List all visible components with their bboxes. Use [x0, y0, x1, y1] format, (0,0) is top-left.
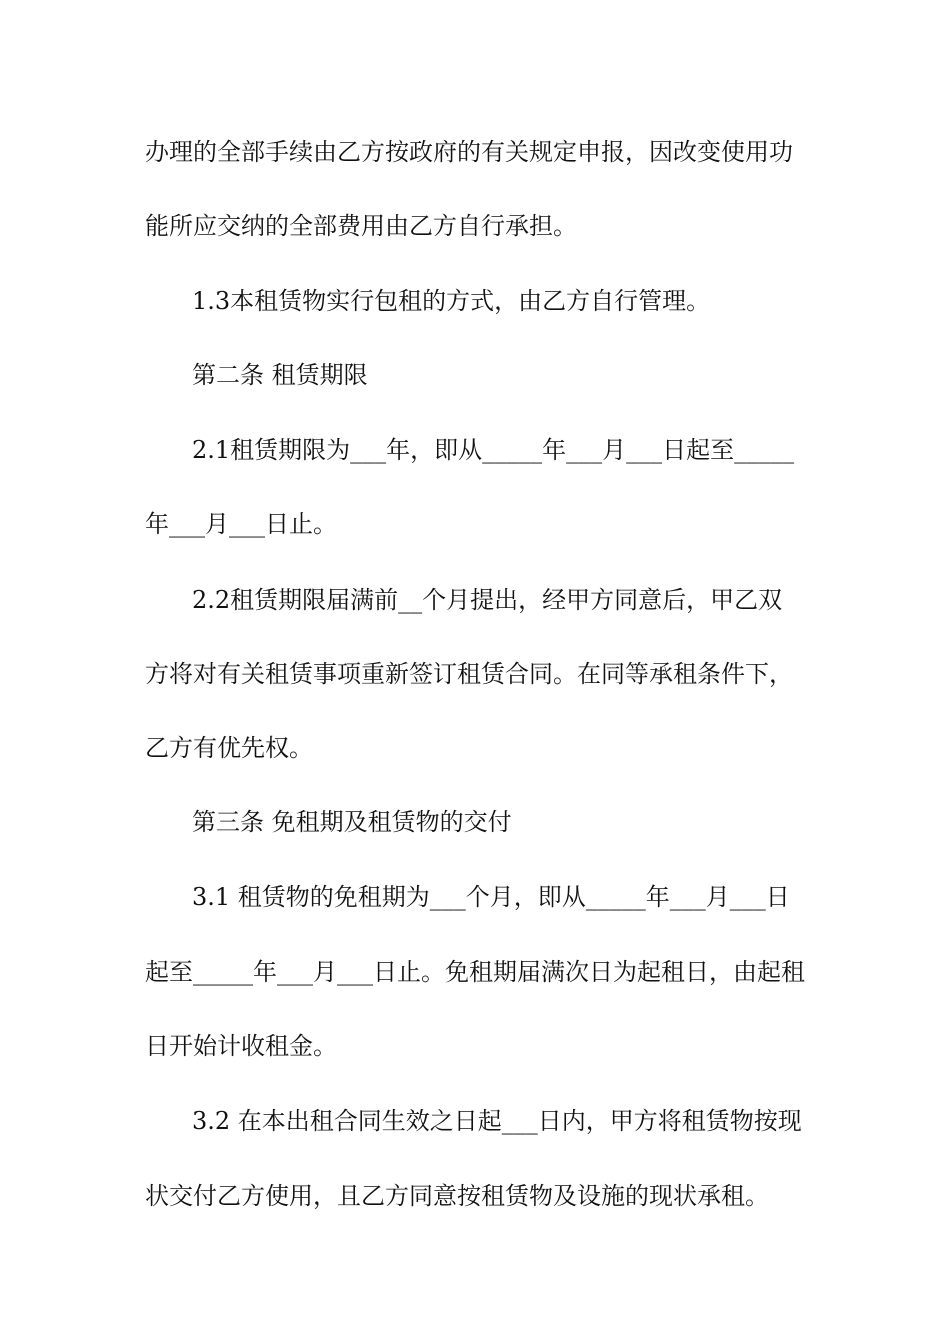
paragraph-line: 乙方有优先权。 — [145, 734, 313, 762]
clause-2-2: 2.2租赁期限届满前__个月提出，经甲方同意后，甲乙双 — [192, 586, 783, 614]
paragraph-line: 日开始计收租金。 — [145, 1032, 337, 1060]
paragraph-line: 方将对有关租赁事项重新签订租赁合同。在同等承租条件下， — [145, 660, 793, 688]
paragraph-line: 状交付乙方使用，且乙方同意按租赁物及设施的现状承租。 — [145, 1182, 769, 1210]
clause-1-3: 1.3本租赁物实行包租的方式，由乙方自行管理。 — [192, 287, 711, 315]
paragraph-line: 办理的全部手续由乙方按政府的有关规定申报，因改变使用功 — [145, 138, 793, 166]
clause-3-2: 3.2 在本出租合同生效之日起___日内，甲方将租赁物按现 — [192, 1107, 802, 1135]
paragraph-line: 起至_____年___月___日止。免租期届满次日为起租日，由起租 — [145, 958, 805, 986]
section-heading-article-2: 第二条 租赁期限 — [192, 361, 368, 389]
paragraph-line: 能所应交纳的全部费用由乙方自行承担。 — [145, 212, 577, 240]
clause-2-1: 2.1租赁期限为___年，即从_____年___月___日起至_____ — [192, 436, 795, 464]
clause-3-1: 3.1 租赁物的免租期为___个月，即从_____年___月___日 — [192, 883, 790, 911]
section-heading-article-3: 第三条 免租期及租赁物的交付 — [192, 808, 512, 836]
paragraph-line: 年___月___日止。 — [145, 510, 337, 538]
